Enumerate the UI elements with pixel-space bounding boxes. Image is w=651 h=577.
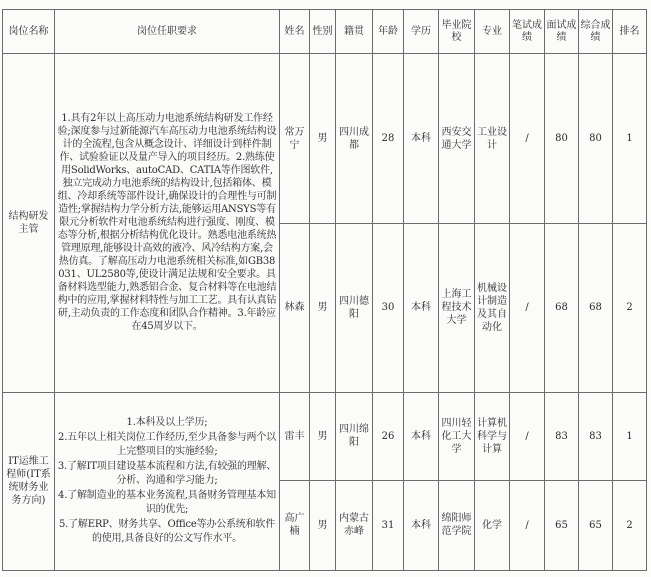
header-position: 岗位名称	[3, 10, 55, 54]
duty-cell: 1.本科及以上学历; 2.五年以上相关岗位工作经历,至少具备参与两个以上完整项目的实施经验; 3.了解IT项目建设基本流程和方法,有较强的理解、分析、沟通和学习能力; 4.了解制造业的基本业务流程,具备财务管理基本知识的优先; 5.了解ERP、财务共享、Office等办公系统和软件的使用,具备良好的公文写作水平。	[55, 392, 280, 570]
candidate-rank: 2	[613, 224, 647, 392]
candidate-interview-score: 83	[545, 392, 579, 480]
candidate-gender: 男	[310, 480, 336, 570]
candidate-school: 四川轻化工大学	[439, 392, 475, 480]
candidate-age: 26	[373, 392, 404, 480]
duty-cell: 1.具有2年以上高压动力电池系统结构研发工作经验;深度参与过新能源汽车高压动力电池系统结构设计的全流程,包含从概念设计、详细设计到样件制作、试验验证以及量产导入的项目经历。2.熟练使用SolidWorks、autoCAD、CATIA等作图软件,独立完成动力电池系统的结构设计,包括箱体、模组、冷却系统等部件设计,确保设计的合理性与可制造性;掌握结构力学分析方法,能够运用ANSYS等有限元分析软件对电池系统结构进行强度、刚度、模态等分析,根据分析结构优化设计。熟悉电池系统热管理原理,能够设计高效的液冷、风冷结构方案,会热仿真。了解高压动力电池系统相关标准,如GB38031、UL2580等,使设计满足法规和安全要求。具备材料选型能力,熟悉铝合金、复合材料等在电池结构中的应用,掌握材料特性与加工工艺。具有认真钻研,主动负责的工作态度和团队合作精神。3.年龄应在45周岁以下。	[55, 54, 280, 393]
candidate-age: 30	[373, 224, 404, 392]
header-name: 姓名	[280, 10, 310, 54]
header-origin: 籍贯	[336, 10, 373, 54]
position-cell: 结构研发主管	[3, 54, 55, 393]
header-gender: 性别	[310, 10, 336, 54]
candidate-total-score: 83	[579, 392, 613, 480]
candidate-rank: 2	[613, 480, 647, 570]
candidate-major: 机械设计制造及其自动化	[475, 224, 510, 392]
candidate-origin: 四川德阳	[336, 224, 373, 392]
candidate-written-score: /	[510, 54, 545, 224]
candidate-name: 雷丰	[280, 392, 310, 480]
header-row	[3, 10, 647, 54]
header-age: 年龄	[373, 10, 404, 54]
candidate-written-score: /	[510, 480, 545, 570]
candidate-major: 化学	[475, 480, 510, 570]
candidate-gender: 男	[310, 392, 336, 480]
header-school: 毕业院校	[439, 10, 475, 54]
candidate-school: 上海工程技术大学	[439, 224, 475, 392]
candidate-education: 本科	[404, 480, 439, 570]
candidate-age: 28	[373, 54, 404, 224]
candidate-written-score: /	[510, 224, 545, 392]
header-written: 笔试成绩	[510, 10, 545, 54]
candidate-major: 计算机科学与计算	[475, 392, 510, 480]
candidate-total-score: 65	[579, 480, 613, 570]
header-education: 学历	[404, 10, 439, 54]
table-row	[3, 54, 647, 224]
candidate-major: 工业设计	[475, 54, 510, 224]
candidate-total-score: 80	[579, 54, 613, 224]
candidate-total-score: 68	[579, 224, 613, 392]
candidate-interview-score: 65	[545, 480, 579, 570]
position-cell: IT运维工程师(IT系统财务业务方向)	[3, 392, 55, 570]
candidate-rank: 1	[613, 392, 647, 480]
candidate-rank: 1	[613, 54, 647, 224]
candidate-education: 本科	[404, 392, 439, 480]
candidate-school: 绵阳师范学院	[439, 480, 475, 570]
header-duty: 岗位任职要求	[55, 10, 280, 54]
candidate-interview-score: 68	[545, 224, 579, 392]
candidate-gender: 男	[310, 224, 336, 392]
candidate-gender: 男	[310, 54, 336, 224]
header-major: 专业	[475, 10, 510, 54]
header-total: 综合成绩	[579, 10, 613, 54]
table-row	[3, 392, 647, 480]
candidate-age: 31	[373, 480, 404, 570]
candidate-school: 西安交通大学	[439, 54, 475, 224]
header-interview: 面试成绩	[545, 10, 579, 54]
candidate-origin: 四川绵阳	[336, 392, 373, 480]
candidate-written-score: /	[510, 392, 545, 480]
candidate-education: 本科	[404, 224, 439, 392]
header-rank: 排名	[613, 10, 647, 54]
candidate-education: 本科	[404, 54, 439, 224]
recruitment-results-table	[2, 9, 647, 571]
candidate-name: 常万宁	[280, 54, 310, 224]
candidate-interview-score: 80	[545, 54, 579, 224]
candidate-name: 高广楠	[280, 480, 310, 570]
candidate-origin: 内蒙古赤峰	[336, 480, 373, 570]
candidate-name: 林森	[280, 224, 310, 392]
candidate-origin: 四川成都	[336, 54, 373, 224]
